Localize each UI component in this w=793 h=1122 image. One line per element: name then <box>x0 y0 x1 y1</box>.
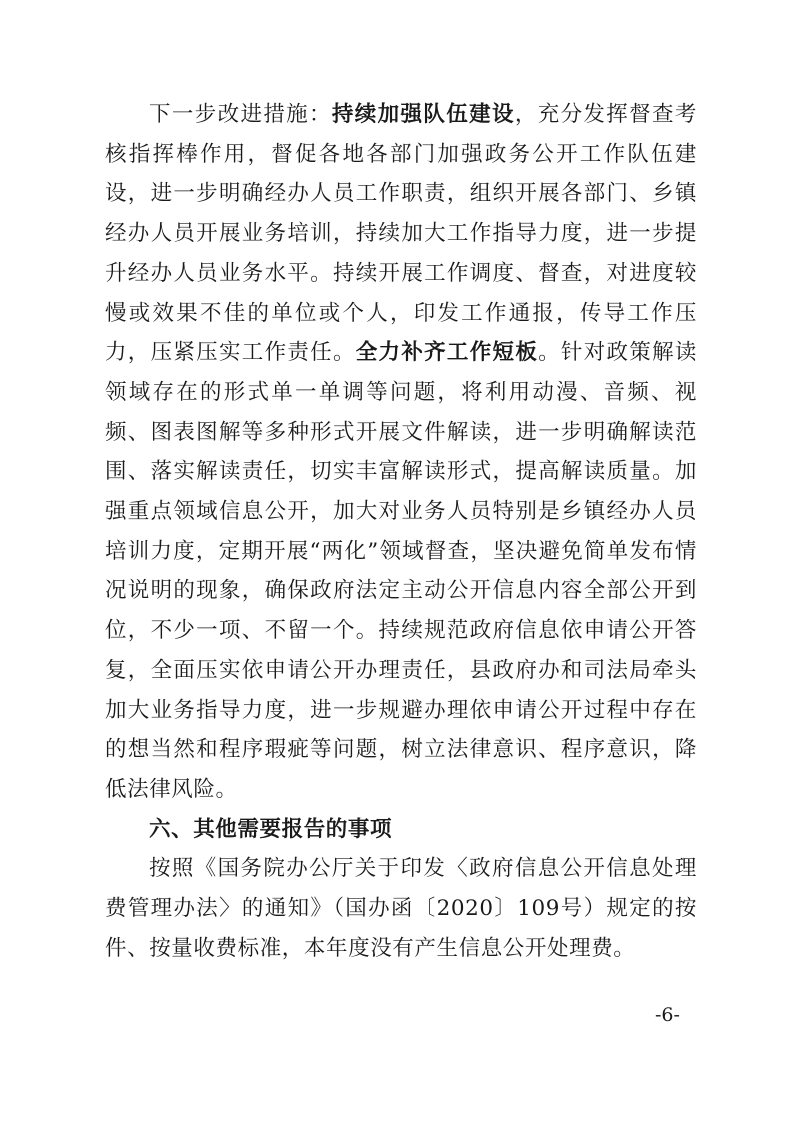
bold-heading-fill-gaps: 全力补齐工作短板 <box>355 340 539 366</box>
bold-heading-team-building: 持续加强队伍建设 <box>331 102 515 127</box>
paragraph-text-team-building: ，充分发挥督查考核指挥棒作用，督促各地各部门加强政务公开工作队伍建设，进一步明确经办人员工作职责，组织开展各部门、乡镇经办人员开展业务培训，持续加大工作指导力度，进一步提升经办人员业务水平。持续开展工作调度、督查，对进度较慢或效果不佳的单位或个人，印发工作通报，传导工作压力，压紧压实工作责任。 <box>105 102 697 366</box>
paragraph-text-fill-gaps: 。针对政策解读领域存在的形式单一单调等问题，将利用动漫、音频、视频、图表图解等多种形式开展文件解读，进一步明确解读范围、落实解读责任，切实丰富解读形式，提高解读质量。加强重点领域信息公开，加大对业务人员特别是乡镇经办人员培训力度，定期开展“两化”领域督查，坚决避免简单发布情况说明的现象，确保政府法定主动公开信息内容全部公开到位，不少一项、不留一个。持续规范政府信息依申请公开答复，全面压实依申请公开办理责任，县政府办和司法局牵头加大业务指导力度，进一步规避办理依申请公开过程中存在的想当然和程序瑕疵等问题，树立法律意识、程序意识，降低法律风险。 <box>105 340 697 802</box>
section-body-fee-statement: 按照《国务院办公厅关于印发〈政府信息公开信息处理费管理办法〉的通知》（国办函〔2020〕109号）规定的按件、按量收费标准，本年度没有产生信息公开处理费。 <box>105 856 697 961</box>
page-number: -6- <box>655 1004 680 1026</box>
document-body <box>105 95 697 968</box>
paragraph-lead-text: 下一步改进措施： <box>149 102 332 127</box>
section-heading-other-matters: 六、其他需要报告的事项 <box>149 816 393 842</box>
improvement-measures-paragraph <box>105 95 697 810</box>
